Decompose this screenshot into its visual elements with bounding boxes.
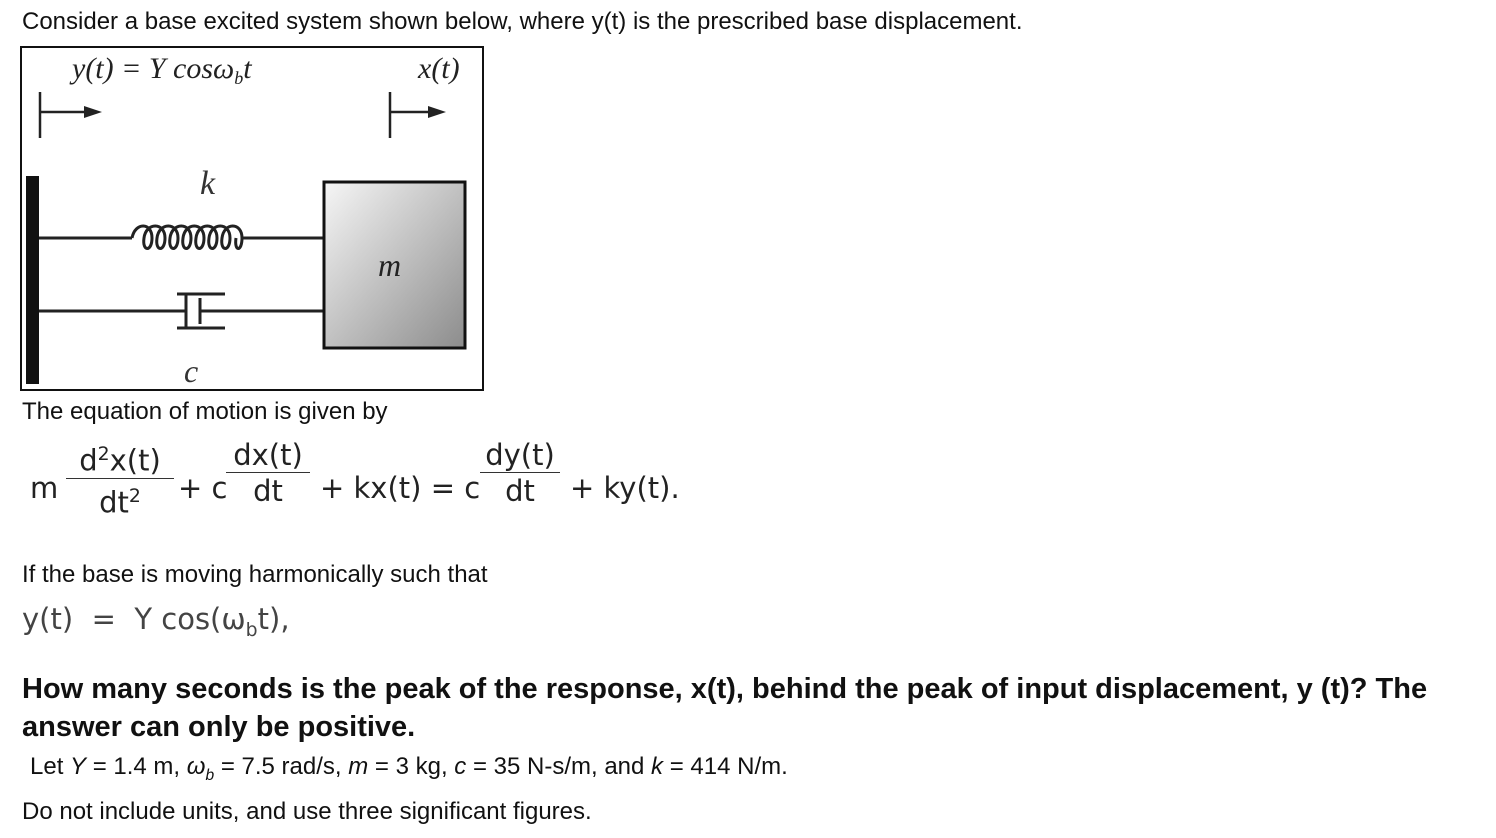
eom-middle-terms: + kx(t) = c	[320, 471, 481, 505]
answer-instructions: Do not include units, and use three significant figures.	[22, 798, 592, 825]
equation-lead: The equation of motion is given by	[22, 398, 388, 425]
mass-displacement-label: x(t)	[418, 52, 460, 85]
question-text: How many seconds is the peak of the response, x(t), behind the peak of input displacement, y (t)? The answer can only be positive.	[22, 673, 1428, 743]
problem-intro: Consider a base excited system shown below, where y(t) is the prescribed base displacement.	[22, 8, 1023, 35]
base-motion-lead: If the base is moving harmonically such that	[22, 561, 488, 588]
equation-of-motion	[30, 438, 730, 538]
damper-label: c	[184, 353, 199, 389]
given-values: Let Y = 1.4 m, $\omega_b = 7.5$ rad/s, m = 3 kg, c = 35 N-s/m, and k = 414 N/m.	[30, 753, 788, 784]
eom-mass-symbol: m	[30, 471, 59, 505]
mass-label: m	[378, 247, 402, 283]
base-displacement-label: y(t) = Y cosω$_b$t	[72, 52, 252, 88]
eom-plus-c: + c	[178, 471, 228, 505]
eom-tail: + ky(t).	[570, 471, 680, 505]
base-wall	[26, 176, 39, 384]
base-excitation-diagram	[20, 46, 484, 391]
spring-label: k	[200, 165, 216, 202]
eom-first-derivative-x: dx(t) dt	[226, 438, 310, 509]
base-motion-equation: y(t) = Y $\cos(\omega_bt)$,	[22, 602, 290, 641]
eom-second-derivative: $d^2x(t)$ $dt^2$	[66, 438, 174, 520]
eom-first-derivative-y: dy(t) dt	[480, 438, 560, 509]
